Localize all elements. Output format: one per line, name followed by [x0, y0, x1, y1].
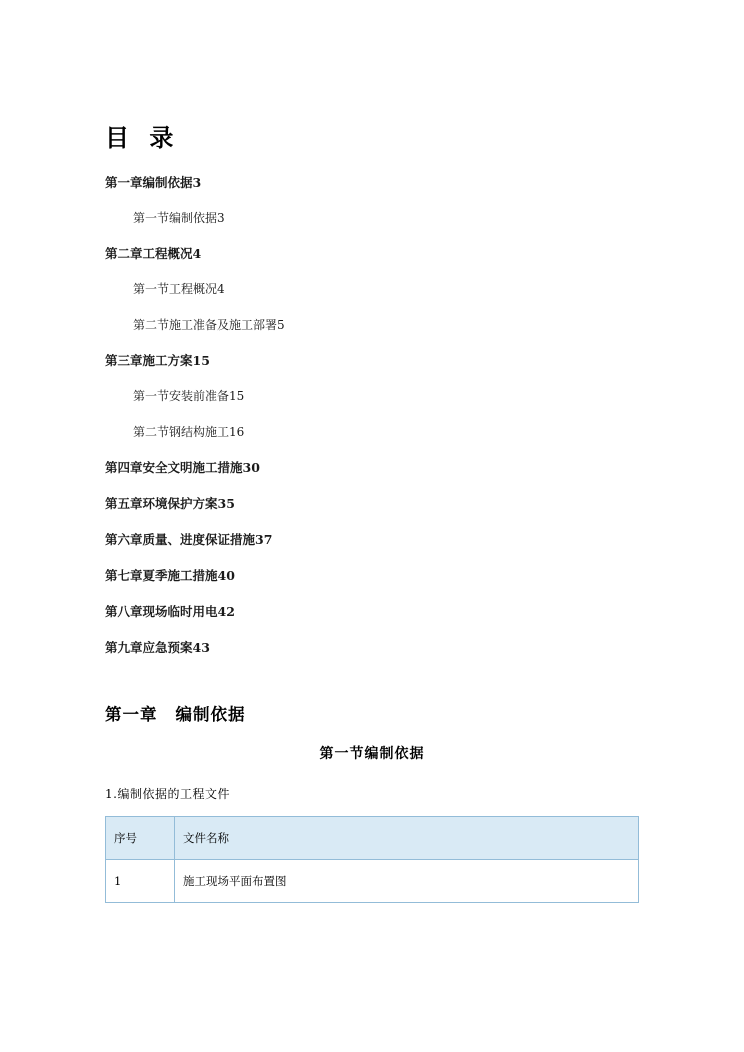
paragraph-text: 1.编制依据的工程文件 — [105, 786, 230, 801]
toc-entry-level1[interactable]: 第一章编制依据3 — [105, 175, 202, 190]
chapter-number: 第一章 — [105, 704, 158, 724]
toc-entry-level2[interactable]: 第二节钢结构施工16 — [133, 424, 245, 439]
toc-entry-level1[interactable]: 第六章质量、进度保证措施37 — [105, 531, 273, 547]
table-row — [106, 859, 639, 902]
toc-entry-level1[interactable]: 第九章应急预案43 — [105, 639, 210, 655]
table-cell-filename: 施工现场平面布置图 — [175, 859, 639, 902]
section-heading: 第一节编制依据 — [319, 745, 425, 762]
toc-entry-level1[interactable]: 第三章施工方案15 — [105, 353, 210, 369]
toc-entry-level1[interactable]: 第四章安全文明施工措施30 — [105, 459, 260, 475]
toc-entry-level1[interactable]: 第五章环境保护方案35 — [105, 495, 235, 511]
toc-entry-level2[interactable]: 第一节安装前准备15 — [133, 389, 245, 404]
table-header-cell-no: 序号 — [106, 816, 175, 859]
table-head — [106, 816, 639, 859]
toc-entry-level2[interactable]: 第一节编制依据3 — [133, 211, 225, 225]
chapter-heading — [105, 701, 639, 725]
toc-heading: 目 录 — [105, 123, 180, 152]
toc-entry-level1[interactable]: 第八章现场临时用电42 — [105, 603, 235, 619]
toc-entry-level2[interactable]: 第二节施工准备及施工部署5 — [133, 317, 285, 332]
chapter-name: 编制依据 — [175, 704, 246, 724]
table-of-contents — [105, 175, 639, 655]
page-content — [105, 0, 639, 903]
toc-entry-level1[interactable]: 第七章夏季施工措施40 — [105, 567, 235, 583]
toc-entry-level2[interactable]: 第一节工程概况4 — [133, 282, 225, 297]
file-list-table — [105, 816, 639, 903]
toc-entry-level1[interactable]: 第二章工程概况4 — [105, 246, 202, 262]
table-header-row — [106, 816, 639, 859]
table-header-cell-filename: 文件名称 — [175, 816, 639, 859]
table-cell-no: 1 — [106, 859, 175, 902]
table-body — [106, 859, 639, 902]
